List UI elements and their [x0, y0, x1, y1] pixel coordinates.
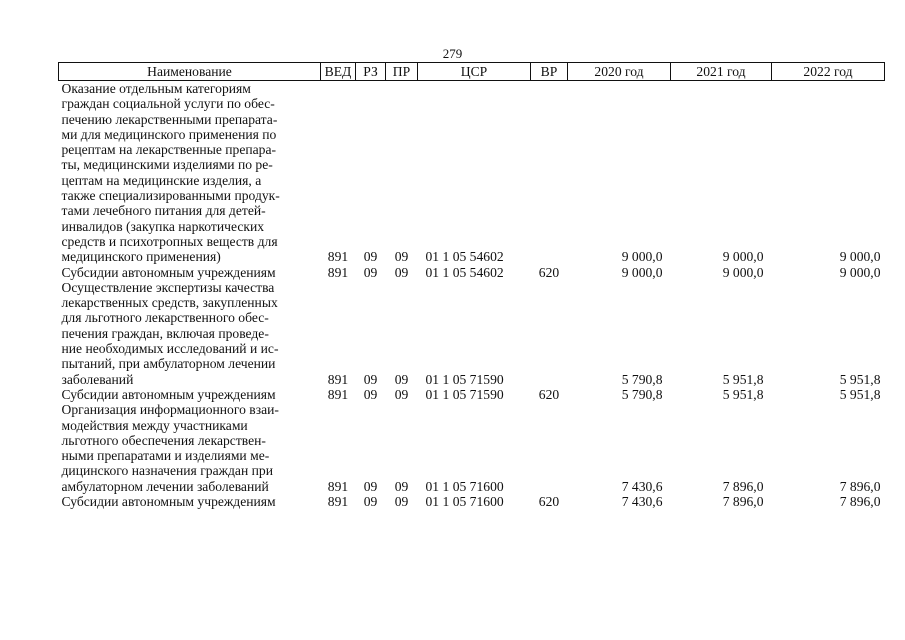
budget-table — [58, 62, 885, 509]
cell-2020: 9 000,0 — [621, 249, 663, 265]
header-csr: ЦСР — [418, 63, 531, 81]
name-line: дицинского назначения граждан при — [61, 463, 273, 479]
cell-rz: 09 — [363, 264, 378, 280]
table-row — [59, 387, 885, 402]
cell-2020: 5 790,8 — [621, 386, 663, 402]
cell-pr: 09 — [394, 386, 409, 402]
name-line: также специализированными продук- — [61, 188, 280, 204]
cell-ved: 891 — [327, 371, 349, 387]
header-rz: РЗ — [356, 63, 386, 81]
cell-rz: 09 — [363, 386, 378, 402]
cell-ved: 891 — [327, 264, 349, 280]
name-line: медицинского применения) — [61, 249, 221, 265]
cell-2020: 7 430,6 — [621, 494, 663, 510]
name-line: ми для медицинского применения по — [61, 126, 277, 142]
header-year-2020: 2020 год — [568, 63, 671, 81]
cell-pr: 09 — [394, 371, 409, 387]
cell-name — [59, 494, 321, 509]
name-line: граждан социальной услуги по обес- — [61, 96, 275, 112]
page-number: 279 — [442, 46, 463, 61]
header-name: Наименование — [59, 63, 321, 81]
cell-pr: 09 — [394, 264, 409, 280]
header-year-2021: 2021 год — [671, 63, 772, 81]
name-line: средств и психотропных веществ для — [61, 233, 278, 249]
header-pr: ПР — [386, 63, 418, 81]
name-line: Организация информационного взаи- — [61, 402, 279, 418]
cell-2021: 7 896,0 — [722, 478, 764, 494]
cell-vr — [531, 280, 568, 387]
cell-2022: 7 896,0 — [839, 478, 881, 494]
cell-name — [59, 387, 321, 402]
cell-name — [59, 81, 321, 265]
cell-csr: 01 1 05 71590 — [425, 386, 504, 402]
cell-ved: 891 — [327, 249, 349, 265]
cell-vr: 620 — [538, 386, 560, 402]
name-line: для льготного лекарственного обес- — [61, 310, 269, 326]
name-line: печению лекарственными препарата- — [61, 111, 278, 127]
table-header-row — [59, 63, 885, 81]
name-line: лекарственных средств, закупленных — [61, 295, 278, 311]
cell-pr: 09 — [394, 249, 409, 265]
name-line: амбулаторном лечении заболеваний — [61, 478, 269, 494]
cell-ved: 891 — [327, 494, 349, 510]
name-line: инвалидов (закупка наркотических — [61, 218, 265, 234]
cell-2021: 9 000,0 — [722, 249, 764, 265]
name-line: рецептам на лекарственные препара- — [61, 142, 277, 158]
cell-2022: 5 951,8 — [839, 371, 881, 387]
cell-vr: 620 — [538, 494, 560, 510]
cell-name — [59, 265, 321, 280]
cell-rz: 09 — [363, 478, 378, 494]
cell-vr — [531, 81, 568, 265]
cell-2021: 5 951,8 — [722, 371, 764, 387]
name-line: Оказание отдельным категориям — [61, 81, 251, 96]
cell-rz: 09 — [363, 249, 378, 265]
name-line: пытаний, при амбулаторном лечении — [61, 356, 276, 372]
table-row — [59, 402, 885, 494]
name-line: ты, медицинскими изделиями по ре- — [61, 157, 273, 173]
cell-vr — [531, 402, 568, 494]
cell-ved: 891 — [327, 386, 349, 402]
cell-pr: 09 — [394, 494, 409, 510]
cell-2021: 9 000,0 — [722, 264, 764, 280]
name-line: модействия между участниками — [61, 417, 248, 433]
cell-rz: 09 — [363, 494, 378, 510]
header-vr: ВР — [531, 63, 568, 81]
table-row — [59, 265, 885, 280]
name-line: ными препаратами и изделиями ме- — [61, 448, 270, 464]
cell-2021: 7 896,0 — [722, 494, 764, 510]
name-line: Субсидии автономным учреждениям — [61, 386, 276, 402]
name-line: тами лечебного питания для детей- — [61, 203, 266, 219]
cell-2022: 9 000,0 — [839, 249, 881, 265]
table-row — [59, 81, 885, 265]
cell-2020: 7 430,6 — [621, 478, 663, 494]
name-line: заболеваний — [61, 371, 134, 387]
cell-name — [59, 402, 321, 494]
name-line: Субсидии автономным учреждениям — [61, 494, 276, 510]
name-line: льготного обеспечения лекарствен- — [61, 432, 266, 448]
table-row — [59, 494, 885, 509]
cell-2021: 5 951,8 — [722, 386, 764, 402]
cell-ved: 891 — [327, 478, 349, 494]
cell-2022: 5 951,8 — [839, 386, 881, 402]
name-line: Осуществление экспертизы качества — [61, 279, 275, 295]
cell-2022: 7 896,0 — [839, 494, 881, 510]
cell-csr: 01 1 05 71600 — [425, 494, 504, 510]
cell-2020: 9 000,0 — [621, 264, 663, 280]
cell-2022: 9 000,0 — [839, 264, 881, 280]
cell-name — [59, 280, 321, 387]
name-line: цептам на медицинские изделия, а — [61, 172, 262, 188]
name-line: ние необходимых исследований и ис- — [61, 341, 279, 357]
cell-rz: 09 — [363, 371, 378, 387]
header-ved: ВЕД — [321, 63, 356, 81]
name-line: Субсидии автономным учреждениям — [61, 264, 276, 280]
cell-csr: 01 1 05 71590 — [425, 371, 504, 387]
name-line: печения граждан, включая проведе- — [61, 325, 269, 341]
cell-vr: 620 — [538, 264, 560, 280]
cell-pr: 09 — [394, 478, 409, 494]
header-year-2022: 2022 год — [772, 63, 885, 81]
cell-2020: 5 790,8 — [621, 371, 663, 387]
table-row — [59, 280, 885, 387]
cell-csr: 01 1 05 54602 — [425, 249, 504, 265]
table-body — [59, 81, 885, 510]
cell-csr: 01 1 05 71600 — [425, 478, 504, 494]
cell-csr: 01 1 05 54602 — [425, 264, 504, 280]
